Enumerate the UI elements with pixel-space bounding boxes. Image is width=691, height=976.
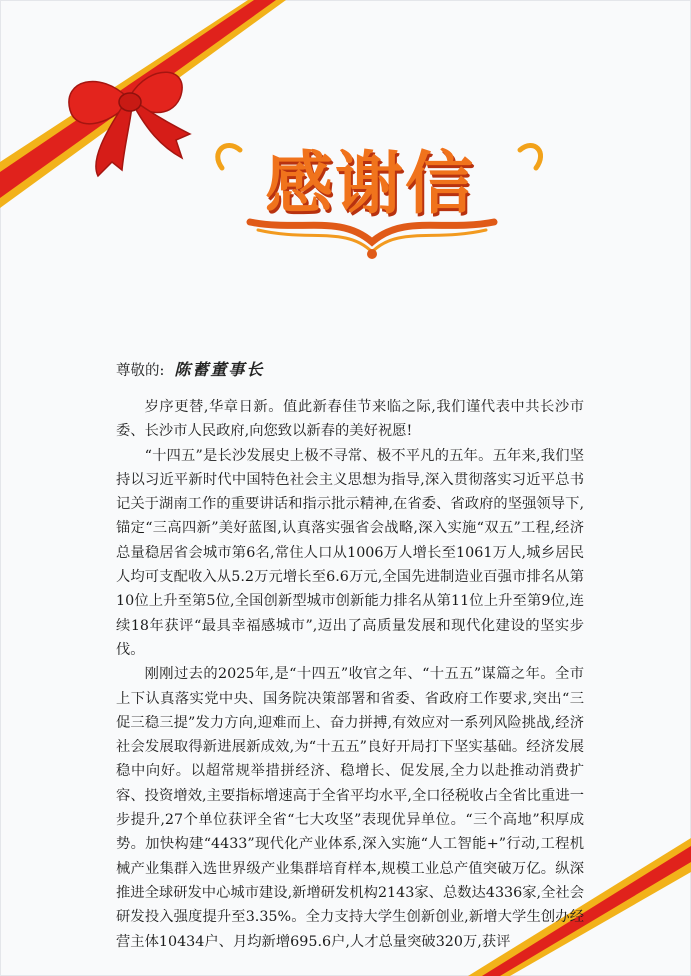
salutation-label: 尊敬的: xyxy=(116,363,165,379)
recipient-name: 陈蓄董事长 xyxy=(174,360,265,379)
letter-title: 感谢信 xyxy=(264,145,475,224)
paragraph: “十四五”是长沙发展史上极不寻常、极不平凡的五年。五年来,我们坚持以习近平新时代中国特色社会主义思想为指导,深入贯彻落实习近平总书记关于湖南工作的重要讲话和指示批示精神,在省委、省政府的坚强领导下,锚定“三高四新”美好蓝图,认真落实强省会战略,深入实施“双五”工程,经济总量稳居省会城市第6名,常住人口从1006万人增长至1061万人,城乡居民人均可支配收入从5.2万元增长至6.6万元,全国先进制造业百强市排名从第10位上升至第5位,全国创新型城市创新能力排名从第11位上升至第9位,连续18年获评“最具幸福感城市”,迈出了高质量发展和现代化建设的坚实步伐。 xyxy=(116,447,584,658)
paragraph: 刚刚过去的2025年,是“十四五”收官之年、“十五五”谋篇之年。全市上下认真落实党中央、国务院决策部署和省委、省政府工作要求,突出“三促三稳三提”发力方向,迎难而上、奋力拼搏,有效应对一系列风险挑战,经济社会发展取得新进展新成效,为“十五五”良好开局打下坚实基础。经济发展稳中向好。以超常规举措拼经济、稳增长、促发展,全力以赴推动消费扩容、投资增效,主要指标增速高于全省平均水平,全口径税收占全省比重进一步提升,27个单位获评全省“七大攻坚”表现优异单位。“三个高地”积厚成势。加快构建“4433”现代化产业体系,深入实施“人工智能+”行动,工程机械产业集群入选世界级产业集群培育样本,规模工业总产值突破万亿。纵深推进全球研发中心城市建设,新增研发机构2143家、总数达4336家,全社会研发投入强度提升至3.35%。全力支持大学生创新创业,新增大学生创办经营主体10434户、月均新增695.6户,人才总量突破320万,获评 xyxy=(116,666,584,950)
salutation xyxy=(116,357,264,380)
title-banner xyxy=(200,120,540,260)
letter-body xyxy=(116,395,584,954)
paragraph: 岁序更替,华章日新。值此新春佳节来临之际,我们谨代表中共长沙市委、长沙市人民政府,向您致以新春的美好祝愿! xyxy=(116,399,584,440)
